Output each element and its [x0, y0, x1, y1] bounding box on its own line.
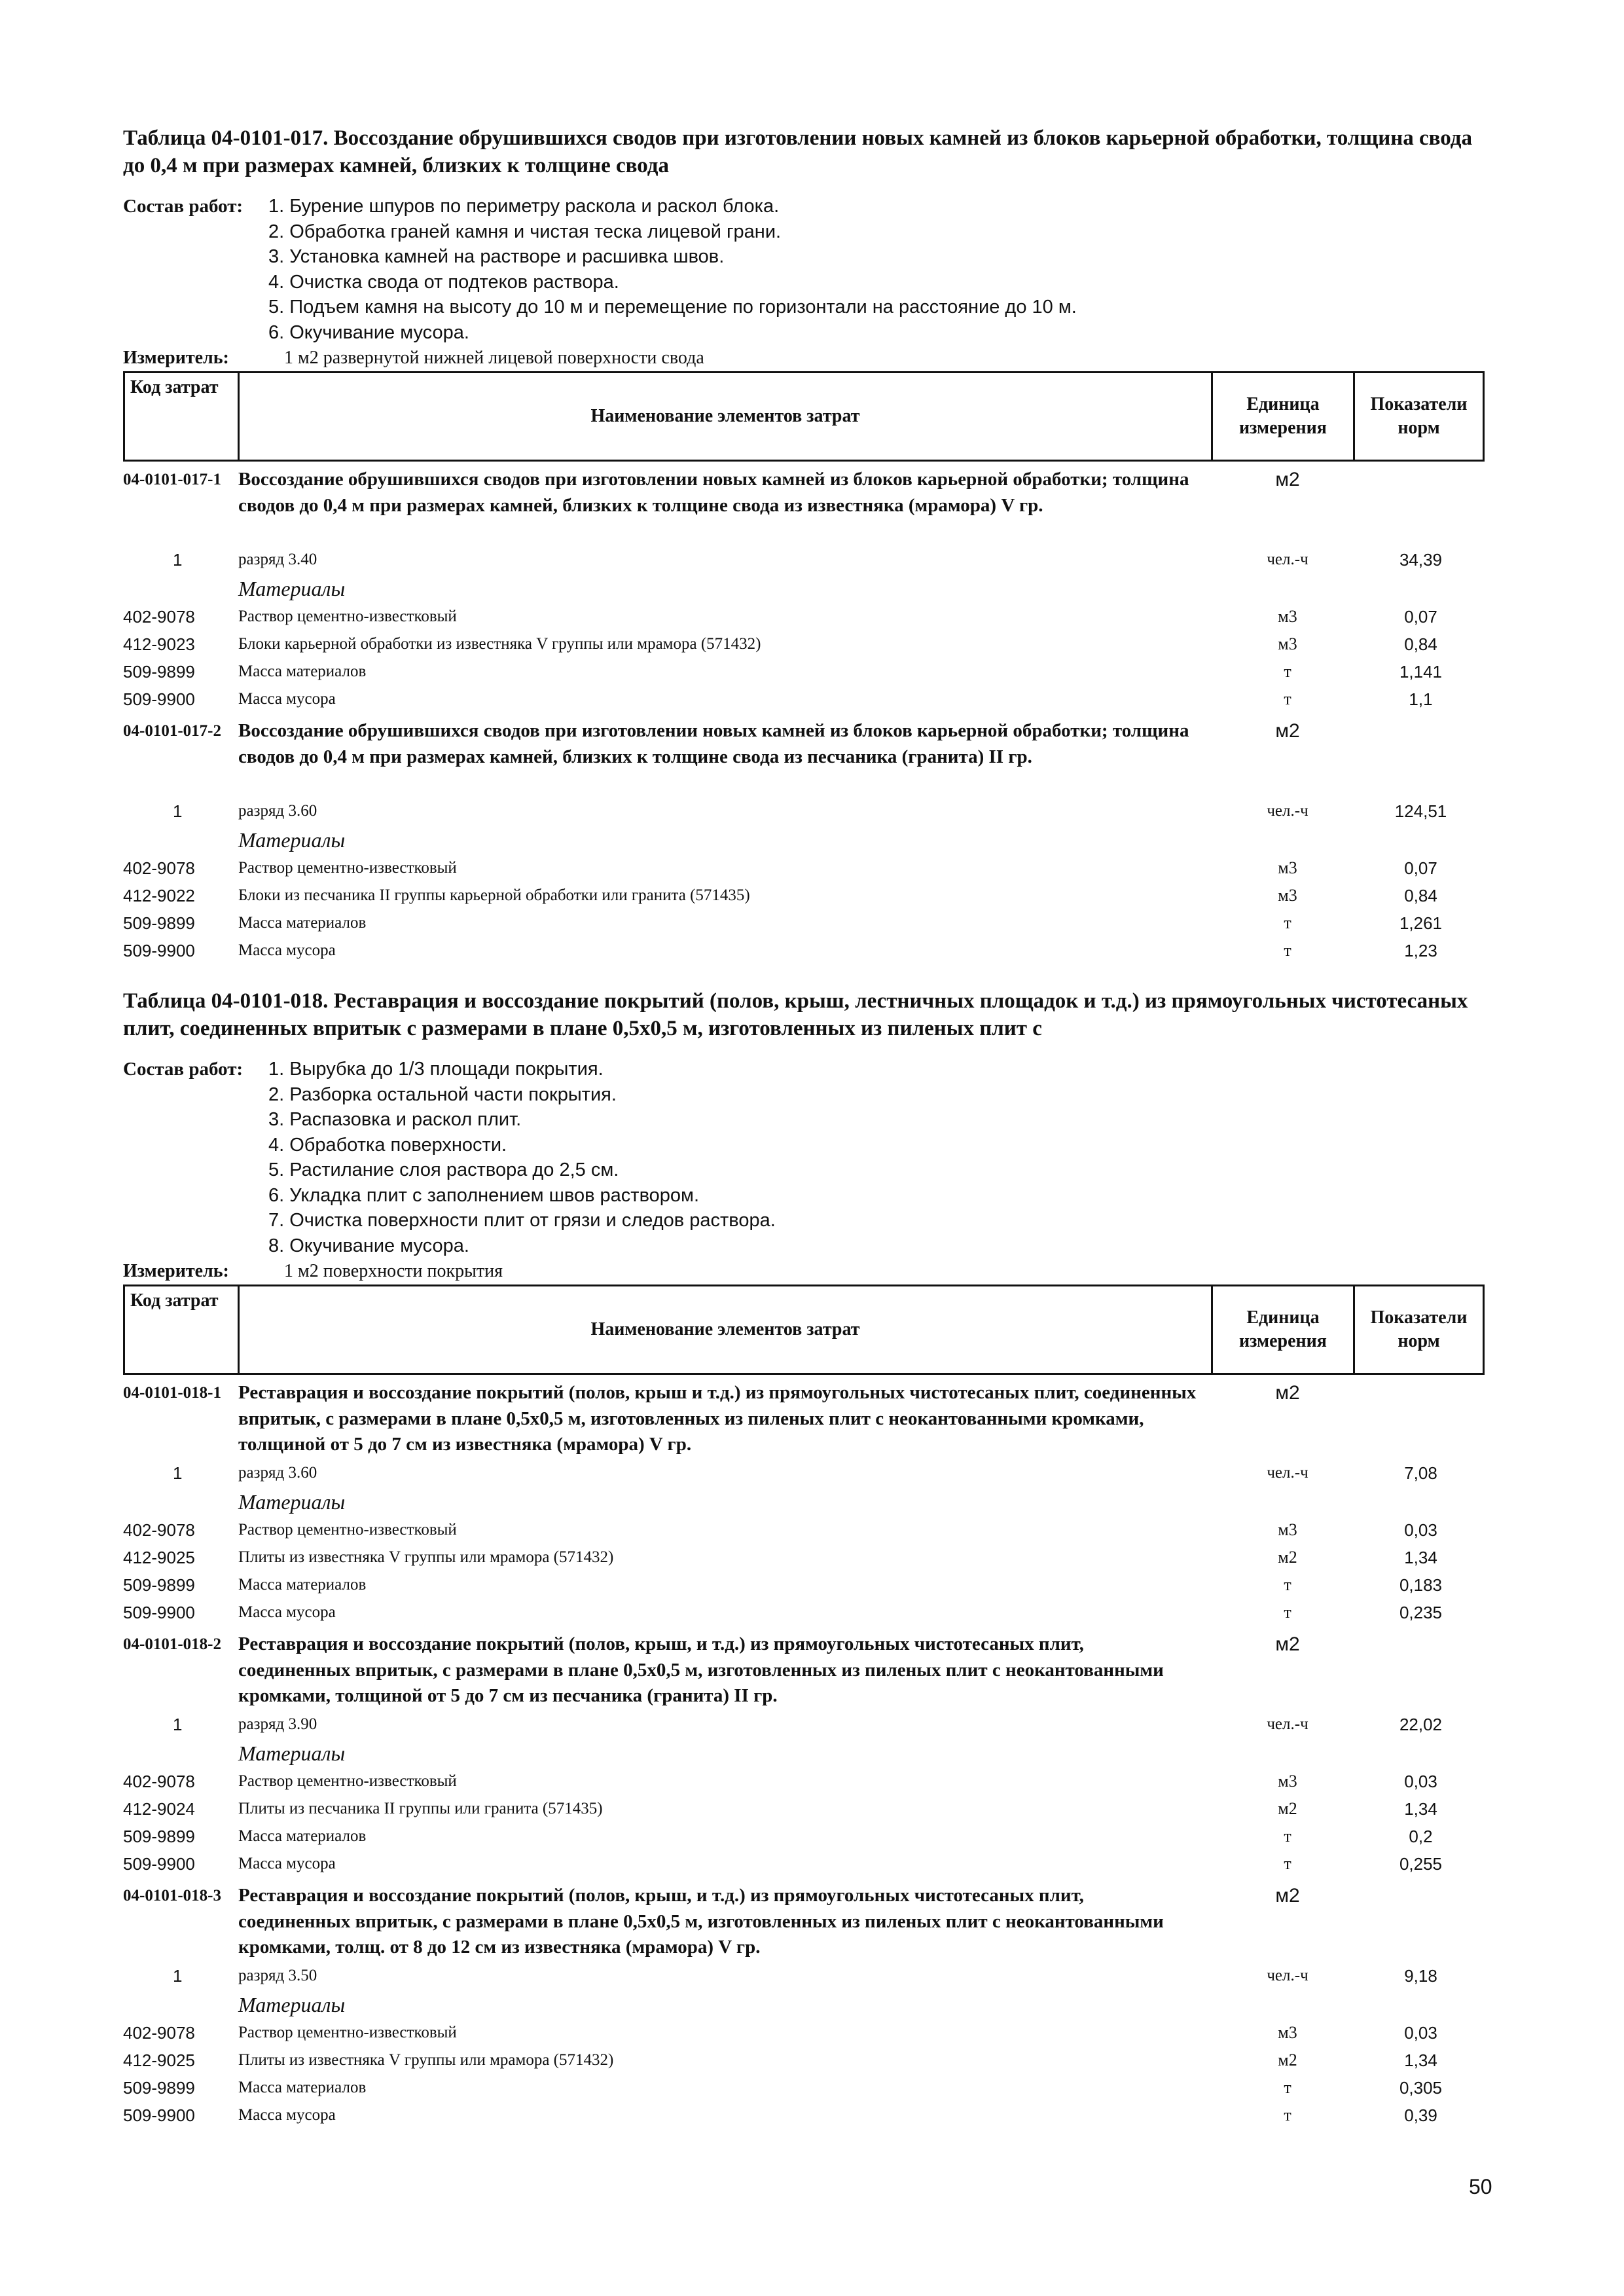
material-row	[123, 1850, 1485, 1878]
materials-subheading	[123, 1990, 1485, 2019]
material-value: 0,84	[1404, 886, 1437, 905]
table-title: Таблица 04-0101-018. Реставрация и воссоздание покрытий (полов, крыш, лестничных площадок и т.д.) из прямоугольных чистотесаных плит, соединенных впритык с размерами в плане 0,5х0,5 м, изготовленных из пиленых плит с	[123, 989, 1468, 1040]
labor-row	[123, 797, 1485, 826]
measure-value: 1 м2 поверхности покрытия	[284, 1261, 503, 1281]
material-value: 0,07	[1404, 858, 1437, 878]
item-name: Воссоздание обрушившихся сводов при изготовлении новых камней из блоков карьерной обработки; толщина сводов до 0,4 м при размерах камней, близких к толщине свода из известняка (мрамора) V гр.	[238, 469, 1189, 516]
header-code: Код затрат	[125, 373, 240, 460]
material-unit: т	[1284, 2105, 1291, 2124]
composition-step: 3. Распазовка и раскол плит.	[268, 1109, 522, 1130]
material-code: 412-9022	[123, 886, 195, 905]
composition-list	[268, 194, 1485, 345]
composition-step: 2. Разборка остальной части покрытия.	[268, 1084, 617, 1105]
composition-step: 6. Укладка плит с заполнением швов раствором.	[268, 1184, 700, 1206]
material-value: 1,34	[1404, 1799, 1437, 1819]
item-row	[123, 1631, 1485, 1709]
item-name: Реставрация и воссоздание покрытий (полов, крыш, и т.д.) из прямоугольных чистотесаных плит, соединенных впритык, с размерами в плане 0,5х0,5 м, изготовленных из пиленых плит с неокантованными кромками, толщ. от 8 до 12 см из известняка (мрамора) V гр.	[238, 1885, 1164, 1958]
material-unit: м3	[1278, 1772, 1297, 1791]
materials-label: Материалы	[238, 1993, 346, 2016]
material-value: 1,23	[1404, 941, 1437, 960]
page-number: 50	[1469, 2175, 1492, 2198]
table-header	[123, 1285, 1485, 1375]
material-value: 0,84	[1404, 634, 1437, 654]
material-row	[123, 1571, 1485, 1599]
material-row	[123, 685, 1485, 713]
material-value: 1,141	[1399, 662, 1443, 682]
material-name: Масса мусора	[238, 941, 336, 959]
materials-label: Материалы	[238, 828, 346, 852]
labor-value: 9,18	[1404, 1966, 1437, 1986]
labor-unit: чел.-ч	[1267, 1967, 1308, 1984]
material-value: 0,305	[1399, 2078, 1443, 2098]
material-unit: т	[1284, 913, 1291, 932]
material-row	[123, 854, 1485, 882]
materials-subheading	[123, 1487, 1485, 1516]
item-code: 04-0101-018-2	[123, 1635, 221, 1653]
material-name: Масса мусора	[238, 1855, 336, 1872]
material-code: 402-9078	[123, 2023, 195, 2043]
material-code: 402-9078	[123, 607, 195, 627]
material-unit: т	[1284, 941, 1291, 960]
material-unit: т	[1284, 1827, 1291, 1846]
labor-rank: разряд 3.60	[238, 802, 317, 820]
material-name: Масса материалов	[238, 663, 367, 680]
material-name: Раствор цементно-известковый	[238, 608, 457, 625]
measure-label: Измеритель:	[123, 1261, 229, 1281]
material-name: Раствор цементно-известковый	[238, 1772, 457, 1790]
material-row	[123, 2102, 1485, 2129]
material-value: 0,03	[1404, 1520, 1437, 1540]
material-row	[123, 1544, 1485, 1571]
item-code: 04-0101-017-1	[123, 471, 221, 488]
material-unit: м3	[1278, 886, 1297, 905]
material-name: Масса мусора	[238, 2106, 336, 2124]
material-row	[123, 1768, 1485, 1795]
header-unit: Единица измерения	[1213, 1286, 1355, 1373]
table-header	[123, 371, 1485, 462]
materials-label: Материалы	[238, 577, 346, 600]
composition-list	[268, 1057, 1485, 1258]
material-unit: м3	[1278, 1520, 1297, 1539]
material-code: 402-9078	[123, 858, 195, 878]
material-row	[123, 882, 1485, 909]
table-body	[123, 1380, 1485, 2129]
material-unit: т	[1284, 662, 1291, 681]
measure-value: 1 м2 развернутой нижней лицевой поверхности свода	[284, 348, 704, 368]
material-row	[123, 2074, 1485, 2102]
labor-unit: чел.-ч	[1267, 802, 1308, 820]
material-unit: т	[1284, 689, 1291, 708]
measure-label: Измеритель:	[123, 348, 229, 368]
table-body	[123, 467, 1485, 964]
labor-unit: чел.-ч	[1267, 551, 1308, 568]
material-value: 1,1	[1409, 689, 1433, 709]
item-row	[123, 1883, 1485, 1960]
material-row	[123, 909, 1485, 937]
item-unit: м2	[1275, 1382, 1300, 1404]
measure-line	[123, 346, 1485, 370]
material-value: 0,2	[1409, 1827, 1433, 1846]
material-row	[123, 658, 1485, 685]
composition-step: 1. Вырубка до 1/3 площади покрытия.	[268, 1059, 604, 1080]
material-unit: м2	[1278, 1799, 1297, 1818]
material-row	[123, 2019, 1485, 2047]
material-name: Плиты из песчаника II группы или гранита (571435)	[238, 1800, 603, 1817]
header-unit: Единица измерения	[1213, 373, 1355, 460]
item-row	[123, 467, 1485, 544]
material-name: Плиты из известняка V группы или мрамора (571432)	[238, 2051, 614, 2069]
table-section-018	[123, 987, 1485, 2129]
item-code: 04-0101-018-3	[123, 1887, 221, 1904]
composition-step: 7. Очистка поверхности плит от грязи и следов раствора.	[268, 1210, 776, 1231]
material-unit: м2	[1278, 2050, 1297, 2069]
material-row	[123, 1823, 1485, 1850]
composition-step: 2. Обработка граней камня и чистая теска лицевой грани.	[268, 221, 782, 242]
header-name: Наименование элементов затрат	[240, 1286, 1213, 1373]
header-norm: Показатели норм	[1370, 1307, 1468, 1351]
labor-number: 1	[173, 1966, 183, 1986]
material-value: 1,261	[1399, 913, 1443, 933]
material-code: 402-9078	[123, 1772, 195, 1791]
item-unit: м2	[1275, 1633, 1300, 1655]
material-code: 509-9900	[123, 941, 195, 960]
material-unit: м3	[1278, 634, 1297, 653]
labor-row	[123, 545, 1485, 574]
labor-number: 1	[173, 1463, 183, 1483]
material-row	[123, 937, 1485, 964]
composition-step: 8. Окучивание мусора.	[268, 1235, 469, 1256]
material-name: Масса мусора	[238, 690, 336, 708]
labor-number: 1	[173, 1715, 183, 1734]
material-row	[123, 2047, 1485, 2074]
material-unit: м3	[1278, 858, 1297, 877]
composition-step: 4. Обработка поверхности.	[268, 1134, 507, 1156]
labor-unit: чел.-ч	[1267, 1464, 1308, 1482]
material-code: 509-9899	[123, 1827, 195, 1846]
labor-row	[123, 1459, 1485, 1487]
material-value: 0,183	[1399, 1575, 1443, 1595]
material-unit: м2	[1278, 1548, 1297, 1567]
table-title: Таблица 04-0101-017. Воссоздание обрушившихся сводов при изготовлении новых камней из блоков карьерной обработки, толщина свода до 0,4 м при размерах камней, близких к толщине свода	[123, 126, 1472, 177]
composition-step: 3. Установка камней на растворе и расшивка швов.	[268, 246, 725, 267]
material-code: 509-9900	[123, 689, 195, 709]
material-name: Раствор цементно-известковый	[238, 1521, 457, 1539]
header-norm: Показатели норм	[1370, 394, 1468, 438]
material-row	[123, 1516, 1485, 1544]
composition-label: Состав работ:	[123, 1059, 244, 1080]
material-code: 412-9025	[123, 2050, 195, 2070]
labor-row	[123, 1961, 1485, 1990]
material-value: 1,34	[1404, 1548, 1437, 1567]
labor-value: 124,51	[1394, 801, 1447, 821]
item-name: Воссоздание обрушившихся сводов при изготовлении новых камней из блоков карьерной обработки; толщина сводов до 0,4 м при размерах камней, близких к толщине свода из песчаника (гранита) II гр.	[238, 720, 1189, 767]
composition-step: 5. Подъем камня на высоту до 10 м и перемещение по горизонтали на расстояние до 10 м.	[268, 297, 1077, 318]
labor-value: 34,39	[1399, 550, 1443, 570]
item-code: 04-0101-018-1	[123, 1384, 221, 1402]
work-composition	[123, 1057, 1485, 1258]
material-unit: т	[1284, 1575, 1291, 1594]
material-code: 509-9899	[123, 2078, 195, 2098]
material-code: 402-9078	[123, 1520, 195, 1540]
material-value: 0,235	[1399, 1603, 1443, 1622]
material-code: 412-9023	[123, 634, 195, 654]
item-row	[123, 1380, 1485, 1457]
item-name: Реставрация и воссоздание покрытий (полов, крыш и т.д.) из прямоугольных чистотесаных плит, соединенных впритык, с размерами в плане 0,5х0,5 м, изготовленных из пиленых плит с неокантованными кромками, толщиной от 5 до 7 см из известняка (мрамора) V гр.	[238, 1382, 1197, 1455]
item-unit: м2	[1275, 720, 1300, 742]
material-value: 1,34	[1404, 2050, 1437, 2070]
item-code: 04-0101-017-2	[123, 722, 221, 740]
material-value: 0,03	[1404, 2023, 1437, 2043]
material-code: 509-9899	[123, 913, 195, 933]
item-row	[123, 718, 1485, 795]
composition-step: 5. Растилание слоя раствора до 2,5 см.	[268, 1159, 619, 1180]
material-code: 509-9900	[123, 1854, 195, 1874]
material-name: Масса материалов	[238, 2079, 367, 2096]
material-row	[123, 1795, 1485, 1823]
material-value: 0,07	[1404, 607, 1437, 627]
material-unit: т	[1284, 2078, 1291, 2097]
labor-row	[123, 1710, 1485, 1739]
material-value: 0,03	[1404, 1772, 1437, 1791]
material-name: Масса материалов	[238, 1827, 367, 1845]
material-code: 412-9024	[123, 1799, 195, 1819]
composition-label: Состав работ:	[123, 196, 244, 217]
material-row	[123, 630, 1485, 658]
material-value: 0,39	[1404, 2105, 1437, 2125]
labor-value: 22,02	[1399, 1715, 1443, 1734]
material-name: Масса материалов	[238, 914, 367, 932]
material-name: Плиты из известняка V группы или мрамора (571432)	[238, 1548, 614, 1566]
labor-number: 1	[173, 550, 183, 570]
material-name: Блоки карьерной обработки из известняка V группы или мрамора (571432)	[238, 635, 761, 653]
material-name: Масса материалов	[238, 1576, 367, 1594]
material-name: Раствор цементно-известковый	[238, 2024, 457, 2041]
material-row	[123, 1599, 1485, 1626]
materials-label: Материалы	[238, 1490, 346, 1514]
material-code: 509-9899	[123, 662, 195, 682]
composition-step: 4. Очистка свода от подтеков раствора.	[268, 271, 619, 293]
header-code: Код затрат	[125, 1286, 240, 1373]
material-name: Раствор цементно-известковый	[238, 859, 457, 877]
item-name: Реставрация и воссоздание покрытий (полов, крыш, и т.д.) из прямоугольных чистотесаных плит, соединенных впритык, с размерами в плане 0,5х0,5 м, изготовленных из пиленых плит с неокантованными кромками, толщиной от 5 до 7 см из песчаника (гранита) II гр.	[238, 1633, 1164, 1706]
material-code: 509-9899	[123, 1575, 195, 1595]
header-name: Наименование элементов затрат	[240, 373, 1213, 460]
materials-subheading	[123, 826, 1485, 854]
item-unit: м2	[1275, 469, 1300, 490]
composition-step: 1. Бурение шпуров по периметру раскола и раскол блока.	[268, 196, 780, 217]
material-unit: м3	[1278, 607, 1297, 626]
labor-value: 7,08	[1404, 1463, 1437, 1483]
measure-line	[123, 1260, 1485, 1283]
item-unit: м2	[1275, 1885, 1300, 1906]
labor-rank: разряд 3.40	[238, 551, 317, 568]
material-unit: т	[1284, 1603, 1291, 1622]
materials-label: Материалы	[238, 1741, 346, 1765]
labor-rank: разряд 3.50	[238, 1967, 317, 1984]
labor-rank: разряд 3.60	[238, 1464, 317, 1482]
material-code: 509-9900	[123, 1603, 195, 1622]
materials-subheading	[123, 574, 1485, 603]
labor-number: 1	[173, 801, 183, 821]
material-code: 412-9025	[123, 1548, 195, 1567]
material-code: 509-9900	[123, 2105, 195, 2125]
work-composition	[123, 194, 1485, 345]
materials-subheading	[123, 1739, 1485, 1768]
material-name: Блоки из песчаника II группы карьерной обработки или гранита (571435)	[238, 886, 750, 904]
composition-step: 6. Окучивание мусора.	[268, 321, 469, 343]
table-section-017	[123, 124, 1485, 964]
labor-unit: чел.-ч	[1267, 1715, 1308, 1733]
material-name: Масса мусора	[238, 1603, 336, 1621]
material-value: 0,255	[1399, 1854, 1443, 1874]
material-row	[123, 603, 1485, 630]
material-unit: м3	[1278, 2023, 1297, 2042]
material-unit: т	[1284, 1854, 1291, 1873]
labor-rank: разряд 3.90	[238, 1715, 317, 1733]
